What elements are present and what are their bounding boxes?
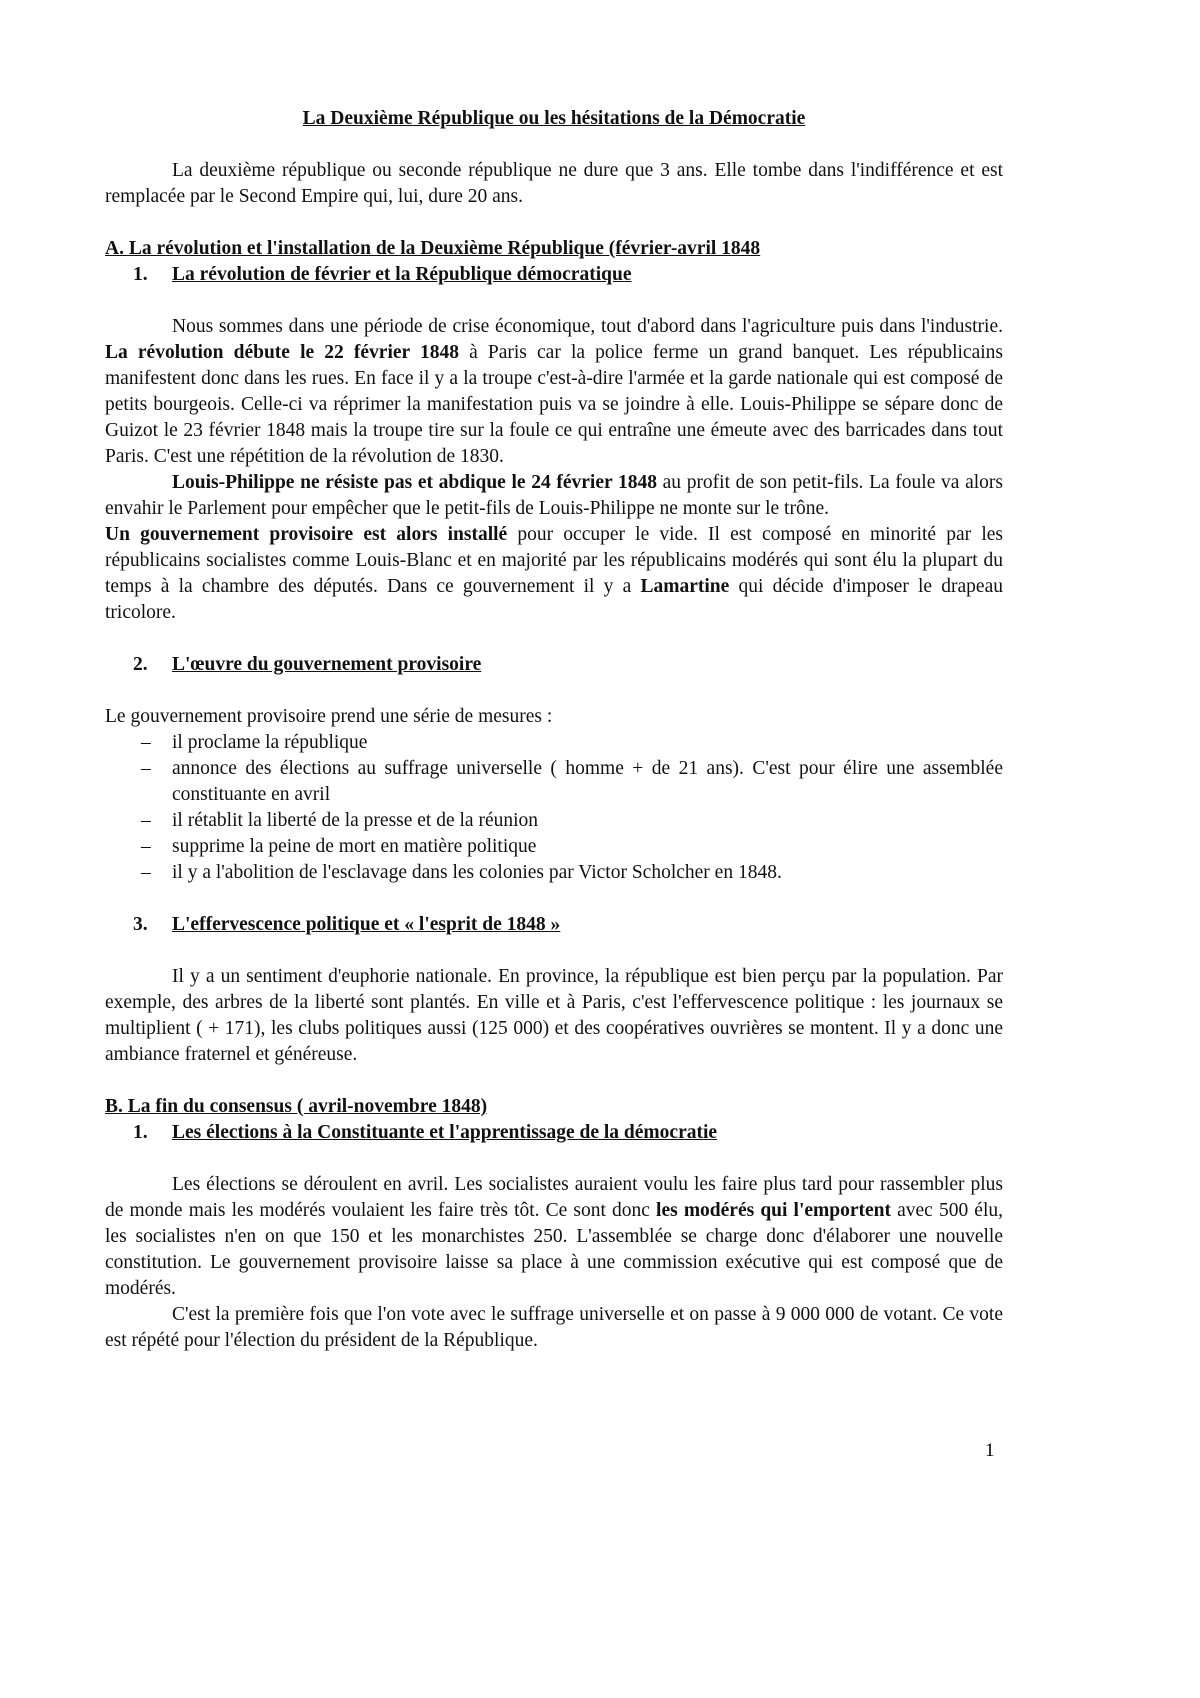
list-item [105, 808, 1003, 834]
subsection-a1-heading [105, 262, 1003, 288]
measures-list [105, 730, 1003, 886]
text-run: La deuxième république ou seconde république ne dure que 3 ans. Elle tombe dans l'indifférence et est remplacée par le Second Empire qui, lui, dure 20 ans. [105, 160, 1003, 207]
list-item-text: annonce des élections au suffrage universelle ( homme + de 21 ans). C'est pour élire une assemblée constituante en avril [172, 758, 1003, 805]
paragraph [105, 522, 1003, 626]
subsection-b1-heading [105, 1120, 1003, 1146]
dash-bullet-icon: – [141, 862, 151, 883]
text-run: pour occuper le vide. Il est composé en minorité par les républicains socialistes comme Louis-Blanc et en majorité par les républicains modérés qui sont élu la plupart du temps à la chambre des députés. Dans ce gouvernement il y a [105, 524, 1003, 597]
document-title: La Deuxième République ou les hésitations de la Démocratie [302, 108, 806, 129]
subsection-a3-heading [105, 912, 1003, 938]
dash-bullet-icon: – [141, 810, 151, 831]
measures-lead: Le gouvernement provisoire prend une série de mesures : [105, 706, 553, 727]
text-run: C'est la première fois que l'on vote avec le suffrage universelle et on passe à 9 000 000 de votant. Ce vote est répété pour l'élection du président de la République. [105, 1304, 1003, 1351]
dash-bullet-icon: – [141, 836, 151, 857]
paragraph [105, 1302, 1003, 1354]
subsection-number: 1. [133, 1122, 148, 1143]
paragraph [105, 314, 1003, 470]
subsection-title: Les élections à la Constituante et l'apprentissage de la démocratie [172, 1122, 718, 1143]
subsection-title: L'œuvre du gouvernement provisoire [172, 654, 482, 675]
text-run: qui décide d'imposer le drapeau tricolore. [105, 576, 1003, 623]
text-run: Nous sommes dans une période de crise économique, tout d'abord dans l'agriculture puis dans l'industrie. [172, 316, 1003, 337]
subsection-a2-heading [105, 652, 1003, 678]
list-item-text: il rétablit la liberté de la presse et de la réunion [172, 810, 539, 831]
bold-text: Louis-Philippe ne résiste pas et abdique le 24 février 1848 [172, 472, 657, 493]
section-b-heading: B. La fin du consensus ( avril-novembre 1848) [105, 1096, 488, 1117]
list-item [105, 834, 1003, 860]
list-item [105, 860, 1003, 886]
page-number: 1 [985, 1440, 995, 1461]
list-item [105, 730, 1003, 756]
paragraph [105, 470, 1003, 522]
document-page [105, 106, 1003, 1354]
list-item-text: supprime la peine de mort en matière politique [172, 836, 537, 857]
section-a-heading: A. La révolution et l'installation de la Deuxième République (février-avril 1848 [105, 238, 761, 259]
paragraph [105, 964, 1003, 1068]
bold-text: Lamartine [640, 576, 730, 597]
bold-text: La révolution débute le 22 février 1848 [105, 342, 459, 363]
text-run: avec 500 élu, les socialistes n'en on que 150 et les monarchistes 250. L'assemblée se charge donc d'élaborer une nouvelle constitution. Le gouvernement provisoire laisse sa place à une commission exécutive qui est composé que de modérés. [105, 1200, 1003, 1299]
paragraph [105, 1172, 1003, 1302]
list-item [105, 756, 1003, 808]
subsection-title: L'effervescence politique et « l'esprit de 1848 » [172, 914, 561, 935]
bold-text: Un gouvernement provisoire est alors installé [105, 524, 508, 545]
text-run: Il y a un sentiment d'euphorie nationale. En province, la république est bien perçu par la population. Par exemple, des arbres de la liberté sont plantés. En ville et à Paris, c'est l'effervescence politique : les journaux se multiplient ( + 171), les clubs politiques aussi (125 000) et des coopératives ouvrières se montent. Il y a donc une ambiance fraternel et généreuse. [105, 966, 1003, 1065]
text-run: au profit de son petit-fils. La foule va alors envahir le Parlement pour empêcher que le petit-fils de Louis-Philippe ne monte sur le trône. [105, 472, 1003, 519]
intro-paragraph [105, 158, 1003, 210]
dash-bullet-icon: – [141, 732, 151, 753]
list-item-text: il proclame la république [172, 732, 368, 753]
subsection-number: 1. [133, 264, 148, 285]
subsection-title: La révolution de février et la République démocratique [172, 264, 632, 285]
bold-text: les modérés qui l'emportent [656, 1200, 892, 1221]
subsection-number: 2. [133, 654, 148, 675]
list-item-text: il y a l'abolition de l'esclavage dans les colonies par Victor Scholcher en 1848. [172, 862, 782, 883]
text-run: à Paris car la police ferme un grand banquet. Les républicains manifestent donc dans les rues. En face il y a la troupe c'est-à-dire l'armée et la garde nationale qui est composé de petits bourgeois. Celle-ci va réprimer la manifestation puis va se joindre à elle. Louis-Philippe se sépare donc de Guizot le 23 février 1848 mais la troupe tire sur la foule ce qui entraîne une émeute avec des barricades dans tout Paris. C'est une répétition de la révolution de 1830. [105, 342, 1003, 467]
text-run: Les élections se déroulent en avril. Les socialistes auraient voulu les faire plus tard pour rassembler plus de monde mais les modérés voulaient les faire très tôt. Ce sont donc [105, 1174, 1003, 1221]
subsection-number: 3. [133, 914, 148, 935]
dash-bullet-icon: – [141, 758, 151, 779]
